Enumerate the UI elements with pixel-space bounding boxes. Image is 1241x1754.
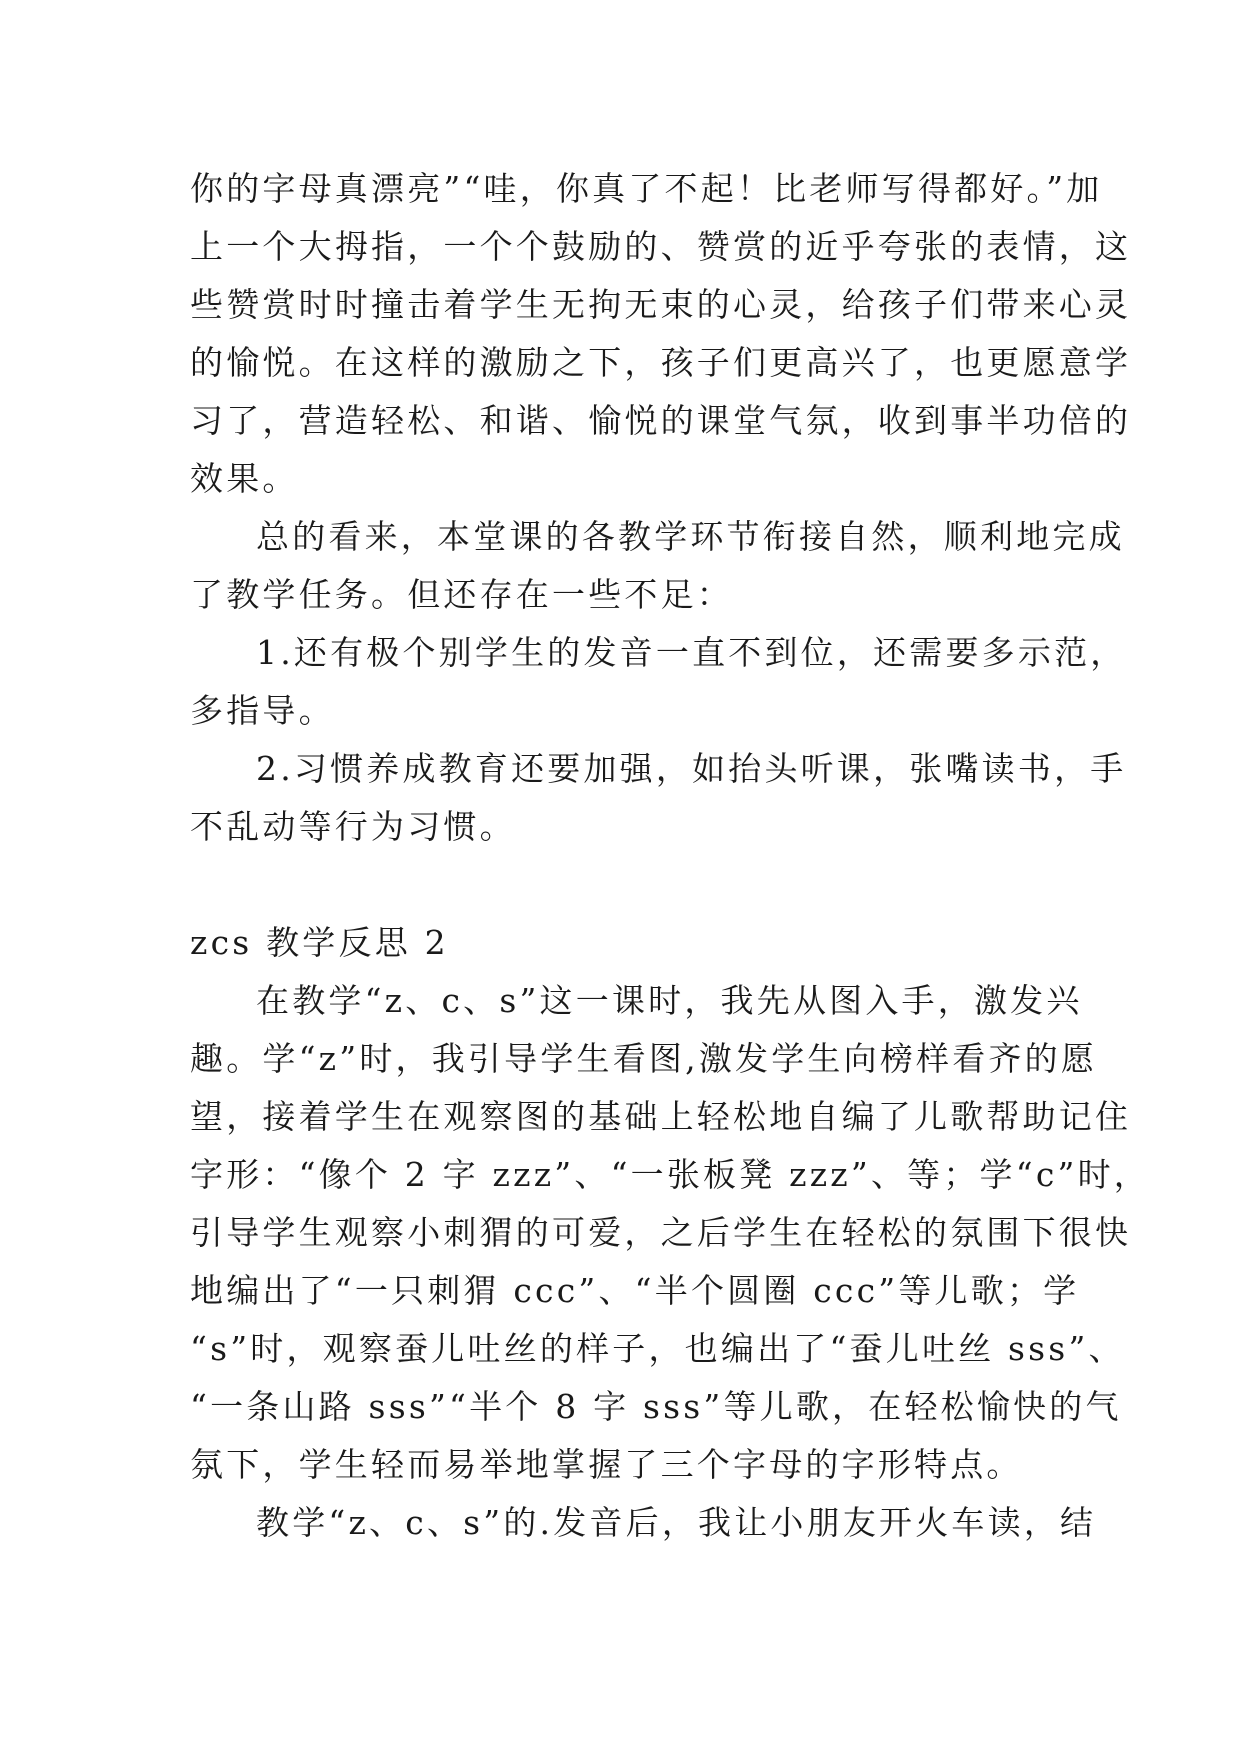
list-item-1-continued: 多指导。 [190, 691, 335, 730]
paragraph-line: 引导学生观察小刺猬的可爱，之后学生在轻松的氛围下很快 [190, 1213, 1132, 1252]
paragraph-line: “一条山路 sss”“半个 8 字 sss”等儿歌，在轻松愉快的气 [190, 1387, 1122, 1426]
paragraph-line: 了教学任务。但还存在一些不足： [190, 575, 733, 614]
paragraph-line: 地编出了“一只刺猬 ccc”、“半个圆圈 ccc”等儿歌；学 [190, 1271, 1080, 1310]
paragraph-line: 上一个大拇指，一个个鼓励的、赞赏的近乎夸张的表情，这 [190, 227, 1132, 266]
list-item-1: 1.还有极个别学生的发音一直不到位，还需要多示范， [256, 633, 1127, 672]
paragraph-line: 望，接着学生在观察图的基础上轻松地自编了儿歌帮助记住 [190, 1097, 1132, 1136]
paragraph-line: “s”时，观察蚕儿吐丝的样子，也编出了“蚕儿吐丝 sss”、 [190, 1329, 1125, 1368]
paragraph-line: 在教学“z、c、s”这一课时，我先从图入手，激发兴 [256, 981, 1083, 1020]
paragraph-line: 总的看来，本堂课的各教学环节衔接自然，顺利地完成 [256, 517, 1125, 556]
paragraph-line: 字形：“像个 2 字 zzz”、“一张板凳 zzz”、等；学“c”时， [190, 1155, 1150, 1194]
paragraph-line: 你的字母真漂亮”“哇，你真了不起！比老师写得都好。”加 [190, 169, 1103, 208]
paragraph-line: 氛下，学生轻而易举地掌握了三个字母的字形特点。 [190, 1445, 1023, 1484]
paragraph-line: 的愉悦。在这样的激励之下，孩子们更高兴了，也更愿意学 [190, 343, 1132, 382]
list-item-2-continued: 不乱动等行为习惯。 [190, 807, 516, 846]
paragraph-line: 些赞赏时时撞击着学生无拘无束的心灵，给孩子们带来心灵 [190, 285, 1132, 324]
paragraph-line: 习了，营造轻松、和谐、愉悦的课堂气氛，收到事半功倍的 [190, 401, 1132, 440]
section-title: zcs 教学反思 2 [190, 923, 449, 962]
paragraph-line: 效果。 [190, 459, 299, 498]
paragraph-line: 教学“z、c、s”的.发音后，我让小朋友开火车读，结 [256, 1503, 1097, 1542]
list-item-2: 2.习惯养成教育还要加强，如抬头听课，张嘴读书，手 [256, 749, 1127, 788]
paragraph-line: 趣。学“z”时，我引导学生看图,激发学生向榜样看齐的愿 [190, 1039, 1098, 1078]
